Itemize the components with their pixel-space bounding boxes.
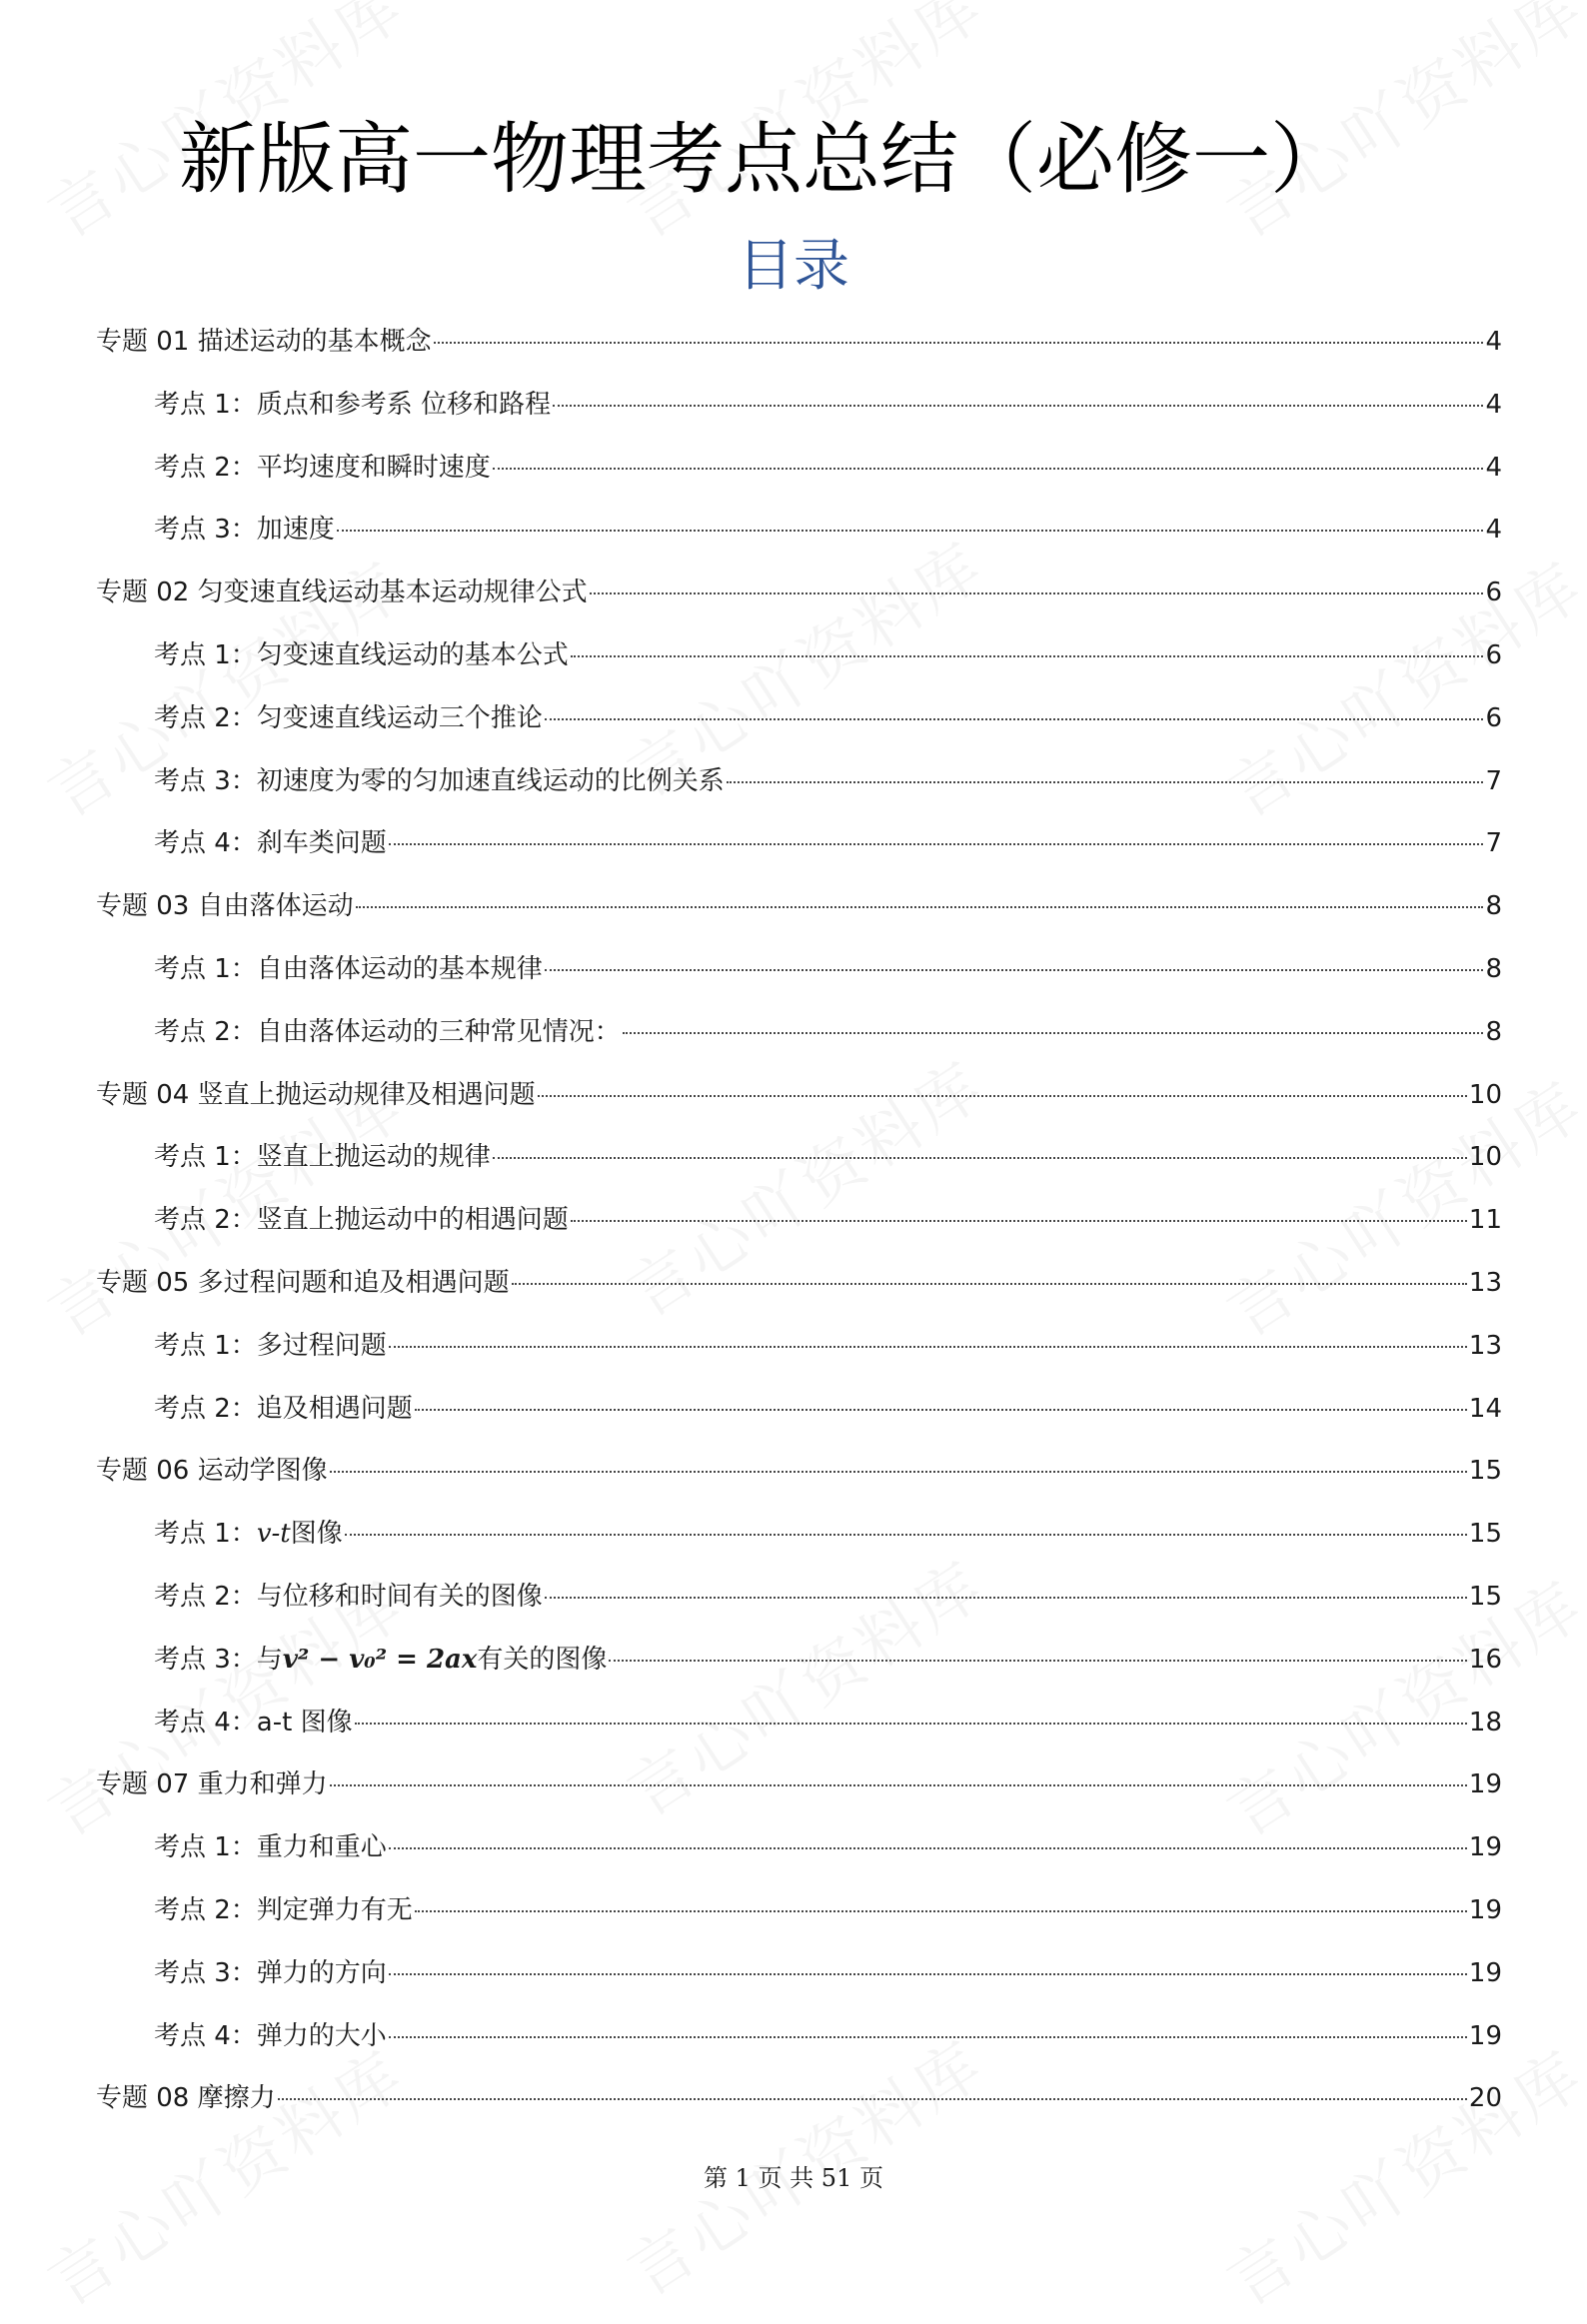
toc-entry-label-text: 考点 2：自由落体运动的三种常见情况： xyxy=(154,1016,621,1047)
toc-entry-topic[interactable] xyxy=(96,1447,1502,1510)
toc-dot-leader xyxy=(538,1095,1467,1097)
toc-page-number: 19 xyxy=(1468,1957,1502,1988)
toc-page-number: 4 xyxy=(1485,452,1502,483)
toc-dot-leader xyxy=(389,2036,1467,2038)
toc-page-number: 10 xyxy=(1468,1079,1502,1110)
toc-entry-point[interactable] xyxy=(96,1008,1502,1071)
toc-page-number: 4 xyxy=(1485,515,1502,546)
toc-dot-leader xyxy=(415,1910,1467,1912)
toc-entry-point[interactable] xyxy=(96,2012,1502,2075)
toc-dot-leader xyxy=(389,843,1484,845)
toc-entry-point[interactable] xyxy=(96,381,1502,444)
toc-page-number: 11 xyxy=(1468,1205,1502,1236)
toc-entry-point[interactable] xyxy=(96,694,1502,757)
toc-entry-point[interactable] xyxy=(96,757,1502,820)
toc-entry-point[interactable] xyxy=(96,1573,1502,1636)
toc-entry-topic[interactable] xyxy=(96,2074,1502,2137)
toc-page-number: 19 xyxy=(1468,2020,1502,2051)
toc-entry-label xyxy=(154,1949,387,1997)
toc-entry-label-text: 考点 1： xyxy=(154,1519,257,1550)
toc-dot-leader xyxy=(345,1534,1467,1536)
toc-entry-label xyxy=(96,882,354,930)
toc-entry-label xyxy=(96,318,432,366)
toc-entry-topic[interactable] xyxy=(96,318,1502,381)
toc-page-number: 7 xyxy=(1485,828,1502,859)
toc-page-number: 13 xyxy=(1468,1330,1502,1361)
toc-entry-point[interactable] xyxy=(96,1886,1502,1949)
toc-entry-topic[interactable] xyxy=(96,882,1502,945)
toc-entry-label xyxy=(96,1760,328,1808)
toc-entry-label xyxy=(96,1071,536,1119)
toc-page-number: 15 xyxy=(1468,1456,1502,1487)
toc-entry-label-text: 考点 3：加速度 xyxy=(154,515,335,546)
toc-entry-label xyxy=(154,506,335,554)
toc-entry-label-text: 专题 05 多过程问题和追及相遇问题 xyxy=(96,1267,510,1298)
page-footer: 第 1 页 共 51 页 xyxy=(704,2164,883,2192)
toc-dot-leader xyxy=(337,530,1484,532)
toc-page-number: 8 xyxy=(1485,891,1502,922)
toc-entry-point[interactable] xyxy=(96,1196,1502,1259)
toc-page-number: 20 xyxy=(1468,2083,1502,2114)
toc-dot-leader xyxy=(571,1220,1467,1222)
toc-entry-point[interactable] xyxy=(96,1823,1502,1886)
toc-page-number: 7 xyxy=(1485,765,1502,796)
toc-page-number: 19 xyxy=(1468,1769,1502,1800)
toc-entry-point[interactable] xyxy=(96,444,1502,507)
toc-page-number: 8 xyxy=(1485,953,1502,984)
toc-entry-label xyxy=(154,631,569,679)
toc-entry-label-text: 考点 1：多过程问题 xyxy=(154,1330,387,1361)
toc-entry-label-text: 考点 2：竖直上抛运动中的相遇问题 xyxy=(154,1205,569,1236)
toc-entry-point[interactable] xyxy=(96,945,1502,1008)
toc-dot-leader xyxy=(571,655,1484,657)
toc-entry-label xyxy=(154,1196,569,1244)
toc-dot-leader xyxy=(545,718,1484,720)
toc-entry-math: v-t xyxy=(256,1519,291,1550)
toc-entry-label-text: 考点 1：质点和参考系 位移和路程 xyxy=(154,389,552,420)
toc-entry-label-text: 考点 1：自由落体运动的基本规律 xyxy=(154,953,543,984)
toc-page-number: 10 xyxy=(1468,1142,1502,1173)
toc-dot-leader xyxy=(609,1660,1466,1662)
toc-entry-label-text: 专题 06 运动学图像 xyxy=(96,1456,328,1487)
toc-entry-point[interactable] xyxy=(96,1133,1502,1196)
toc-dot-leader xyxy=(590,592,1484,594)
toc-page-number: 8 xyxy=(1485,1016,1502,1047)
toc-entry-label-text: 考点 2：判定弹力有无 xyxy=(154,1894,413,1925)
toc-entry-label-text: 考点 2：追及相遇问题 xyxy=(154,1393,413,1424)
toc-entry-label-text: 考点 1：竖直上抛运动的规律 xyxy=(154,1142,491,1173)
toc-entry-formula: v² − v₀² = 2ax xyxy=(282,1644,478,1675)
toc-dot-leader xyxy=(389,1346,1467,1348)
toc-page-number: 4 xyxy=(1485,389,1502,420)
toc-entry-label-text: 考点 3：与 xyxy=(154,1644,283,1675)
toc-entry-label-text: 专题 07 重力和弹力 xyxy=(96,1769,328,1800)
toc-entry-label-text: 考点 1：重力和重心 xyxy=(154,1832,387,1863)
toc-entry-label-text: 考点 4：弹力的大小 xyxy=(154,2020,387,2051)
toc-page-number: 6 xyxy=(1485,578,1502,608)
toc-entry-label-text: 考点 4：a-t 图像 xyxy=(154,1707,353,1738)
toc-entry-label-text: 专题 02 匀变速直线运动基本运动规律公式 xyxy=(96,578,588,608)
toc-heading: 目录 xyxy=(738,234,849,299)
toc-dot-leader xyxy=(356,906,1484,908)
toc-entry-label-text: 考点 2：匀变速直线运动三个推论 xyxy=(154,702,543,733)
table-of-contents xyxy=(96,318,1502,2137)
toc-entry-label-text: 专题 04 竖直上抛运动规律及相遇问题 xyxy=(96,1079,536,1110)
toc-dot-leader xyxy=(389,1973,1467,1975)
toc-dot-leader xyxy=(512,1283,1467,1285)
toc-entry-label-text: 专题 03 自由落体运动 xyxy=(96,891,354,922)
toc-entry-point[interactable] xyxy=(96,1699,1502,1761)
toc-dot-leader xyxy=(493,1157,1467,1159)
toc-dot-leader xyxy=(434,342,1484,344)
toc-entry-label xyxy=(154,819,387,867)
toc-entry-label xyxy=(96,569,588,616)
toc-dot-leader xyxy=(355,1723,1467,1725)
toc-entry-label-text: 考点 1：匀变速直线运动的基本公式 xyxy=(154,639,569,670)
toc-entry-point[interactable] xyxy=(96,631,1502,694)
toc-dot-leader xyxy=(389,1847,1467,1849)
toc-entry-point[interactable] xyxy=(96,1385,1502,1448)
toc-entry-label xyxy=(154,1823,387,1871)
toc-page-number: 14 xyxy=(1468,1393,1502,1424)
toc-entry-label xyxy=(96,1447,328,1495)
toc-entry-label-text: 考点 3：弹力的方向 xyxy=(154,1957,387,1988)
toc-page-number: 6 xyxy=(1485,639,1502,670)
toc-page-number: 15 xyxy=(1468,1519,1502,1550)
toc-entry-point[interactable] xyxy=(96,1636,1502,1699)
toc-page-number: 19 xyxy=(1468,1894,1502,1925)
toc-entry-point[interactable] xyxy=(96,1322,1502,1385)
toc-entry-label-suffix: 图像 xyxy=(290,1519,343,1550)
toc-entry-label xyxy=(154,694,543,742)
toc-entry-topic[interactable] xyxy=(96,569,1502,631)
toc-dot-leader xyxy=(493,468,1484,470)
toc-entry-point[interactable] xyxy=(96,1510,1502,1573)
toc-dot-leader xyxy=(278,2098,1467,2100)
toc-dot-leader xyxy=(330,1784,1467,1786)
toc-page-number: 16 xyxy=(1468,1644,1502,1675)
toc-entry-label xyxy=(154,1133,491,1181)
toc-entry-topic[interactable] xyxy=(96,1259,1502,1322)
toc-entry-label xyxy=(154,1385,413,1433)
toc-entry-label-text: 考点 2：与位移和时间有关的图像 xyxy=(154,1581,543,1612)
toc-entry-point[interactable] xyxy=(96,506,1502,569)
toc-entry-label xyxy=(154,1573,543,1621)
toc-entry-topic[interactable] xyxy=(96,1071,1502,1134)
toc-entry-label-text: 考点 4：刹车类问题 xyxy=(154,828,387,859)
toc-page-number: 19 xyxy=(1468,1832,1502,1863)
toc-entry-label xyxy=(96,2074,276,2122)
toc-entry-label xyxy=(154,757,725,805)
toc-page-number: 18 xyxy=(1468,1707,1502,1738)
toc-entry-label-text: 专题 08 摩擦力 xyxy=(96,2083,276,2114)
toc-entry-label xyxy=(154,1510,343,1558)
toc-entry-point[interactable] xyxy=(96,819,1502,882)
toc-entry-label-suffix: 有关的图像 xyxy=(477,1644,608,1675)
toc-entry-label xyxy=(154,1636,607,1684)
toc-entry-label xyxy=(154,1886,413,1934)
toc-page-number: 13 xyxy=(1468,1267,1502,1298)
toc-dot-leader xyxy=(623,1032,1484,1034)
toc-dot-leader xyxy=(330,1471,1467,1473)
toc-dot-leader xyxy=(415,1409,1467,1411)
toc-entry-label xyxy=(154,1699,353,1746)
toc-dot-leader xyxy=(545,1597,1467,1599)
toc-entry-label xyxy=(154,2012,387,2060)
toc-dot-leader xyxy=(553,405,1483,407)
toc-page-number: 15 xyxy=(1468,1581,1502,1612)
toc-entry-topic[interactable] xyxy=(96,1760,1502,1823)
toc-entry-label-text: 考点 3：初速度为零的匀加速直线运动的比例关系 xyxy=(154,765,725,796)
toc-entry-label xyxy=(154,945,543,993)
toc-entry-point[interactable] xyxy=(96,1949,1502,2012)
toc-entry-label xyxy=(96,1259,510,1307)
toc-dot-leader xyxy=(545,969,1484,971)
toc-dot-leader xyxy=(727,781,1484,783)
toc-entry-label xyxy=(154,444,491,492)
toc-page-number: 6 xyxy=(1485,702,1502,733)
toc-entry-label xyxy=(154,381,551,429)
toc-entry-label-text: 考点 2：平均速度和瞬时速度 xyxy=(154,452,491,483)
toc-entry-label-text: 专题 01 描述运动的基本概念 xyxy=(96,327,432,357)
toc-page-number: 4 xyxy=(1485,327,1502,357)
toc-entry-label xyxy=(154,1322,387,1370)
toc-entry-label xyxy=(154,1008,621,1056)
document-title: 新版高一物理考点总结（必修一） xyxy=(178,115,1348,205)
